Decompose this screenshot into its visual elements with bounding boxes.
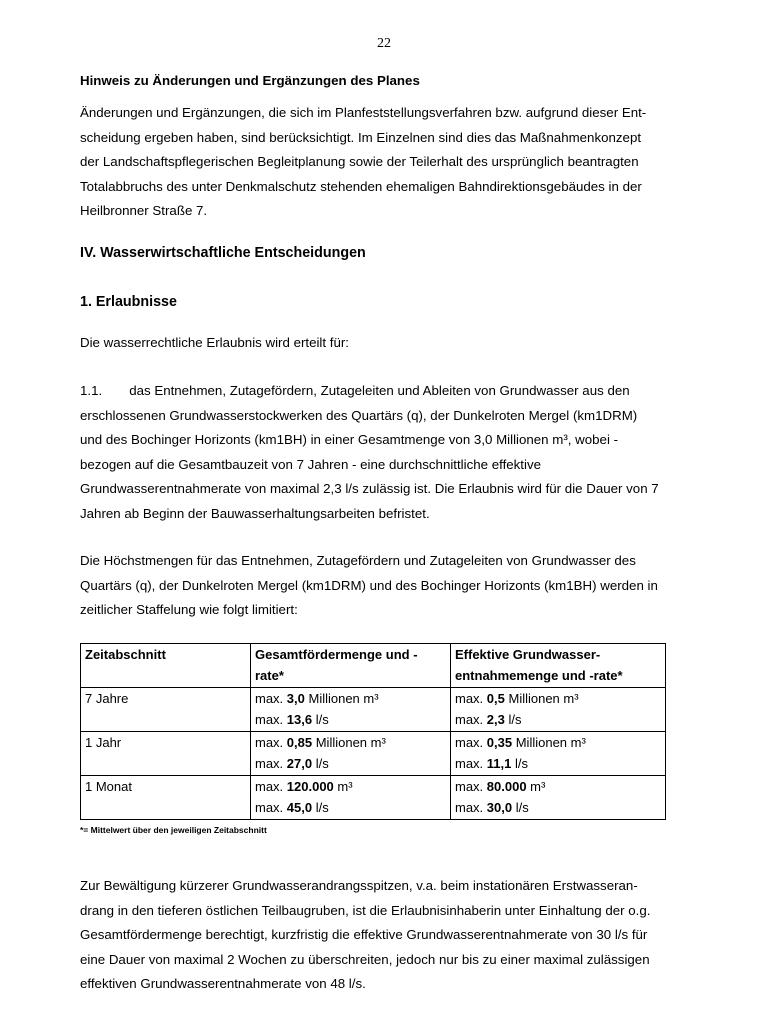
rate-unit: l/s bbox=[312, 799, 329, 815]
table-row bbox=[81, 732, 666, 776]
volume-unit: m³ bbox=[333, 779, 353, 794]
cell-total bbox=[251, 776, 451, 820]
item-number: 1.1. bbox=[80, 383, 103, 398]
paragraph-line: und des Bochinger Horizonts (km1BH) in einer Gesamtmenge von 3,0 Millionen m³, wobei - bbox=[80, 432, 619, 447]
section-heading: IV. Wasserwirtschaftliche Entscheidungen bbox=[80, 245, 366, 261]
rate-unit: l/s bbox=[504, 711, 522, 727]
closing-paragraph bbox=[80, 874, 700, 997]
table-row bbox=[81, 776, 666, 820]
eff-rate: 2,3 bbox=[486, 711, 505, 727]
rate-unit: l/s bbox=[312, 711, 329, 727]
cell-period: 7 Jahre bbox=[81, 688, 251, 732]
max-prefix: max. bbox=[255, 711, 287, 727]
max-prefix: max. bbox=[255, 735, 287, 750]
paragraph-line: eine Dauer von maximal 2 Wochen zu überschreiten, jedoch nur bis zu einer maximal zulässigen bbox=[80, 951, 650, 967]
header-line: Effektive Grundwasser- bbox=[455, 647, 601, 662]
header-zeitabschnitt: Zeitabschnitt bbox=[81, 644, 251, 688]
paragraph-line: Quartärs (q), der Dunkelroten Mergel (km1DRM) und des Bochinger Horizonts (km1BH) werden in bbox=[80, 577, 658, 593]
cell-total bbox=[251, 688, 451, 732]
max-prefix: max. bbox=[455, 755, 487, 771]
hinweis-paragraph bbox=[80, 101, 700, 224]
rate-unit: l/s bbox=[312, 755, 329, 771]
total-rate: 13,6 bbox=[286, 711, 313, 727]
max-prefix: max. bbox=[255, 755, 287, 771]
header-line: Gesamtfördermenge und - bbox=[255, 647, 418, 662]
rate-unit: l/s bbox=[512, 799, 529, 815]
eff-volume: 80.000 bbox=[486, 779, 527, 794]
paragraph-line: zeitlicher Staffelung wie folgt limitiert: bbox=[80, 602, 298, 617]
table-footnote: *= Mittelwert über den jeweiligen Zeitabschnitt bbox=[80, 825, 267, 835]
volume-unit: Millionen m³ bbox=[304, 691, 379, 706]
total-volume: 0,85 bbox=[286, 735, 313, 750]
paragraph-line: effektiven Grundwasserentnahmerate von 48 l/s. bbox=[80, 976, 366, 991]
header-effektive-entnahme bbox=[451, 644, 666, 688]
hoechstmengen-paragraph bbox=[80, 549, 700, 623]
item-first-line-text: das Entnehmen, Zutagefördern, Zutageleiten und Ableiten von Grundwasser aus den bbox=[129, 383, 630, 398]
paragraph-line: Zur Bewältigung kürzerer Grundwasserandrangsspitzen, v.a. beim instationären Erstwasseran- bbox=[80, 878, 638, 893]
intro-text: Die wasserrechtliche Erlaubnis wird erteilt für: bbox=[80, 335, 349, 350]
paragraph-line: der Landschaftspflegerischen Begleitplanung sowie der Teilerhalt des ursprünglich beantragten bbox=[80, 154, 639, 169]
eff-volume: 0,5 bbox=[486, 691, 505, 706]
table-row bbox=[81, 688, 666, 732]
cell-effective bbox=[451, 732, 666, 776]
cell-effective bbox=[451, 776, 666, 820]
hinweis-heading: Hinweis zu Änderungen und Ergänzungen des Planes bbox=[80, 73, 420, 88]
paragraph-line: Die Höchstmengen für das Entnehmen, Zutagefördern und Zutageleiten von Grundwasser des bbox=[80, 553, 636, 568]
total-rate: 27,0 bbox=[286, 755, 313, 771]
eff-volume: 0,35 bbox=[486, 735, 513, 750]
eff-rate: 11,1 bbox=[486, 755, 512, 771]
total-rate: 45,0 bbox=[286, 799, 313, 815]
max-prefix: max. bbox=[255, 799, 287, 815]
paragraph-line: Heilbronner Straße 7. bbox=[80, 203, 208, 218]
volume-unit: Millionen m³ bbox=[504, 691, 579, 706]
volume-unit: m³ bbox=[526, 779, 546, 794]
paragraph-line: scheidung ergeben haben, sind berücksichtigt. Im Einzelnen sind dies das Maßnahmenkonzept bbox=[80, 129, 642, 145]
subsection-heading: 1. Erlaubnisse bbox=[80, 294, 177, 310]
max-prefix: max. bbox=[255, 691, 287, 706]
paragraph-line: erschlossenen Grundwasserstockwerken des Quartärs (q), der Dunkelroten Mergel (km1DRM) bbox=[80, 407, 638, 423]
header-line: rate* bbox=[255, 667, 284, 683]
paragraph-line: Änderungen und Ergänzungen, die sich im Planfeststellungsverfahren bzw. aufgrund dieser Ent- bbox=[80, 105, 647, 120]
header-line: entnahmemenge und -rate* bbox=[455, 667, 623, 683]
max-prefix: max. bbox=[455, 735, 487, 750]
volume-unit: Millionen m³ bbox=[312, 735, 386, 750]
cell-total bbox=[251, 732, 451, 776]
volume-unit: Millionen m³ bbox=[512, 735, 586, 750]
eff-rate: 30,0 bbox=[486, 799, 513, 815]
item-first-line bbox=[80, 379, 700, 404]
max-prefix: max. bbox=[455, 691, 487, 706]
header-gesamtfoerdermenge bbox=[251, 644, 451, 688]
max-prefix: max. bbox=[455, 711, 487, 727]
paragraph-line: Totalabbruchs des unter Denkmalschutz stehenden ehemaligen Bahndirektionsgebäudes in der bbox=[80, 178, 642, 194]
cell-period: 1 Jahr bbox=[81, 732, 251, 776]
rate-unit: l/s bbox=[511, 755, 529, 771]
max-prefix: max. bbox=[255, 779, 287, 794]
item-1-1 bbox=[80, 379, 700, 526]
limits-table bbox=[80, 643, 666, 820]
cell-period: 1 Monat bbox=[81, 776, 251, 820]
paragraph-line: Grundwasserentnahmerate von maximal 2,3 l/s zulässig ist. Die Erlaubnis wird für die Dauer von 7 bbox=[80, 481, 659, 496]
paragraph-line: Gesamtfördermenge berechtigt, kurzfristig die effektive Grundwasserentnahmerate von 30 l/s für bbox=[80, 927, 648, 942]
total-volume: 120.000 bbox=[286, 779, 334, 794]
page-number: 22 bbox=[377, 36, 391, 51]
cell-effective bbox=[451, 688, 666, 732]
paragraph-line: bezogen auf die Gesamtbauzeit von 7 Jahren - eine durchschnittliche effektive bbox=[80, 456, 541, 472]
paragraph-line: drang in den tieferen östlichen Teilbaugruben, ist die Erlaubnisinhaberin unter Einhaltung der o.g. bbox=[80, 902, 651, 918]
table-header-row bbox=[81, 644, 666, 688]
paragraph-line: Jahren ab Beginn der Bauwasserhaltungsarbeiten befristet. bbox=[80, 505, 430, 521]
max-prefix: max. bbox=[455, 799, 487, 815]
total-volume: 3,0 bbox=[286, 691, 305, 706]
max-prefix: max. bbox=[455, 779, 487, 794]
